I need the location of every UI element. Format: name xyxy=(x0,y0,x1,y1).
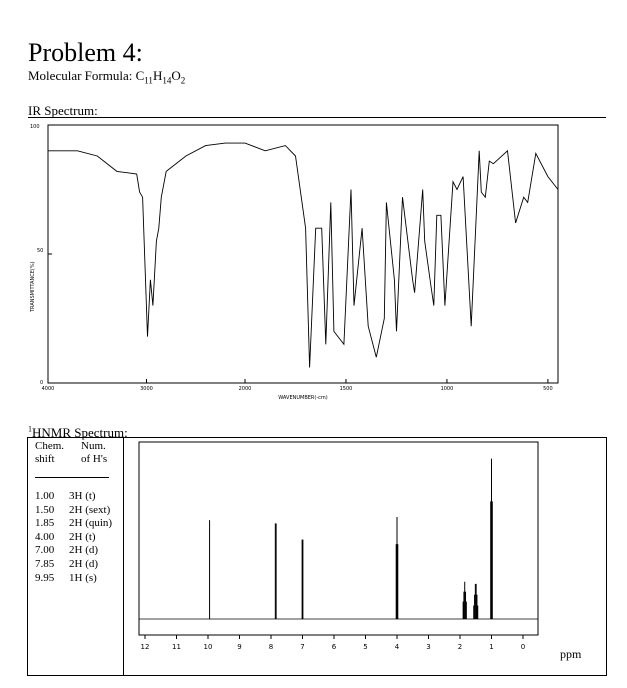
ir-x-tick-label: 500 xyxy=(543,386,553,392)
ir-x-tick-label: 1000 xyxy=(440,386,454,392)
shift-cell: 1.00 xyxy=(35,490,55,502)
nmr-x-tick-label: 6 xyxy=(331,643,337,651)
formula-element: H xyxy=(152,68,163,83)
nmr-peak xyxy=(474,584,478,619)
ir-y-tick-label: 0 xyxy=(40,380,44,386)
nmr-x-tick-label: 1 xyxy=(489,643,494,651)
formula-label: Molecular Formula: xyxy=(28,68,136,83)
ir-spectrum-line xyxy=(48,143,558,367)
ir-spectrum-chart xyxy=(28,120,564,400)
nmr-peak xyxy=(302,540,303,619)
hnmr-spectrum-chart xyxy=(123,437,603,659)
nmr-x-tick-label: 12 xyxy=(140,643,150,651)
formula-subscript: 11 xyxy=(144,75,153,86)
col2-header-line2: of H's xyxy=(81,453,108,465)
count-cell: 2H (d) xyxy=(69,544,99,557)
nmr-x-tick-label: 3 xyxy=(426,643,431,651)
formula-element: O xyxy=(171,68,181,83)
nmr-x-tick-label: 5 xyxy=(363,643,368,651)
hnmr-heading-superscript: 1 xyxy=(28,424,32,434)
count-cell: 2H (sext) xyxy=(69,503,111,516)
nmr-x-tick-label: 11 xyxy=(172,643,181,651)
ir-x-axis-label: WAVENUMBER(-cm) xyxy=(278,395,328,400)
shift-cell: 1.50 xyxy=(35,503,55,516)
ir-x-tick-label: 2000 xyxy=(238,386,252,392)
page-title: Problem 4: xyxy=(28,38,143,67)
ir-x-tick-label: 4000 xyxy=(41,386,55,392)
nmr-peak xyxy=(463,582,466,619)
col1-header-line1: Chem. xyxy=(35,440,65,452)
ir-heading: IR Spectrum: xyxy=(28,103,98,118)
col2-header-line1: Num. xyxy=(81,440,106,452)
formula-subscript: 14 xyxy=(162,75,172,86)
nmr-peak xyxy=(396,517,398,619)
ir-y-axis-label: TRANSMITTANCE(%) xyxy=(30,261,36,312)
shift-cell: 7.00 xyxy=(35,544,55,557)
nmr-x-tick-label: 8 xyxy=(268,643,274,651)
nmr-x-tick-label: 9 xyxy=(237,643,242,651)
count-cell: 1H (s) xyxy=(69,571,97,584)
shift-cell: 1.85 xyxy=(35,517,55,530)
hnmr-table-rule xyxy=(35,477,109,478)
shift-cell: 9.95 xyxy=(35,571,55,584)
ir-x-tick-label: 1500 xyxy=(339,386,353,392)
ir-heading-rule xyxy=(28,117,606,118)
shift-cell: 4.00 xyxy=(35,530,55,543)
count-cell: 2H (t) xyxy=(69,530,96,543)
count-cell: 3H (t) xyxy=(69,490,96,502)
nmr-peak xyxy=(275,523,276,619)
molecular-formula xyxy=(28,68,185,84)
count-cell: 2H (quin) xyxy=(69,517,113,530)
nmr-x-tick-label: 10 xyxy=(203,643,213,651)
ir-plot-frame xyxy=(48,125,558,383)
nmr-x-tick-label: 7 xyxy=(300,643,305,651)
nmr-x-tick-label: 0 xyxy=(520,643,526,651)
count-cell: 2H (d) xyxy=(69,557,99,570)
ir-x-tick-label: 3000 xyxy=(140,386,153,392)
ir-y-tick-label: 100 xyxy=(30,124,40,130)
ir-y-tick-label: 50 xyxy=(37,248,44,254)
ppm-unit-label: ppm xyxy=(560,647,582,661)
col1-header-line2: shift xyxy=(35,453,55,465)
shift-cell: 7.85 xyxy=(35,557,55,570)
formula-element: C xyxy=(135,68,145,83)
formula-subscript: 2 xyxy=(180,75,186,86)
nmr-peak xyxy=(491,459,493,619)
nmr-x-tick-label: 4 xyxy=(394,643,400,651)
hnmr-heading-text: HNMR Spectrum: xyxy=(32,425,128,440)
nmr-x-tick-label: 2 xyxy=(457,643,463,651)
